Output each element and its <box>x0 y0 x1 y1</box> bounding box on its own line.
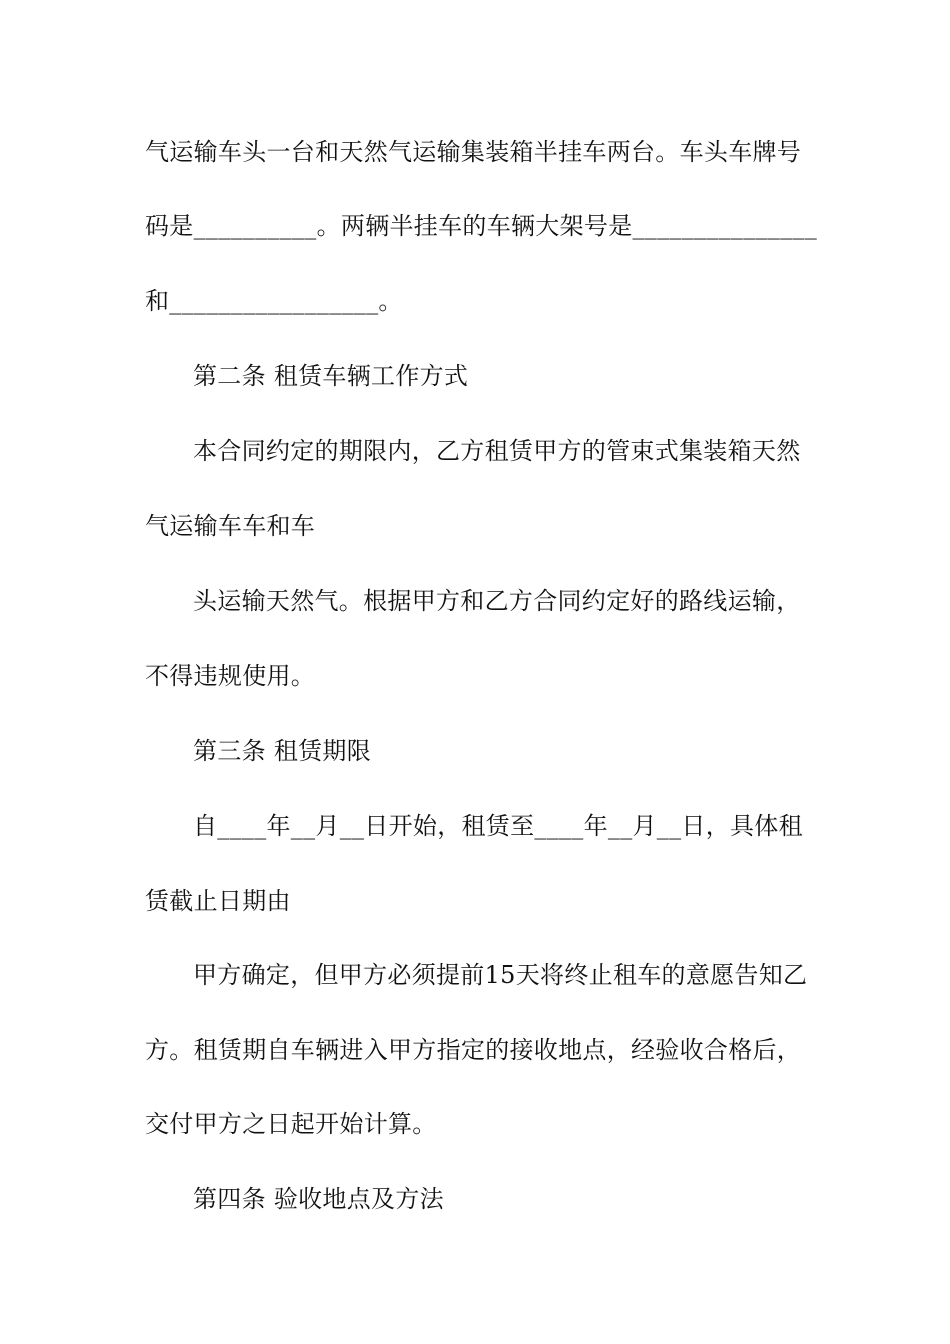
paragraph-line: 头运输天然气。根据甲方和乙方合同约定好的路线运输， <box>193 587 801 615</box>
paragraph-line: 本合同约定的期限内，乙方租赁甲方的管束式集装箱天然 <box>193 437 801 465</box>
section-heading: 第二条 租赁车辆工作方式 <box>193 362 469 390</box>
paragraph-line: 气运输车车和车 <box>145 512 316 540</box>
paragraph-line: 不得违规使用。 <box>145 662 316 690</box>
paragraph-line: 交付甲方之日起开始计算。 <box>145 1110 437 1138</box>
paragraph-line: 赁截止日期由 <box>145 887 291 915</box>
paragraph-line: 和_________________。 <box>145 287 403 315</box>
paragraph-line: 自____年__月__日开始，租赁至____年__月__日，具体租 <box>193 812 803 840</box>
section-heading: 第三条 租赁期限 <box>193 737 372 765</box>
section-heading: 第四条 验收地点及方法 <box>193 1185 444 1213</box>
paragraph-line: 码是__________。两辆半挂车的车辆大架号是_______________ <box>145 212 817 240</box>
paragraph-line: 甲方确定，但甲方必须提前15天将终止租车的意愿告知乙 <box>193 961 808 989</box>
paragraph-line: 方。租赁期自车辆进入甲方指定的接收地点，经验收合格后， <box>145 1036 802 1064</box>
paragraph-line: 气运输车头一台和天然气运输集装箱半挂车两台。车头车牌号 <box>145 138 802 166</box>
